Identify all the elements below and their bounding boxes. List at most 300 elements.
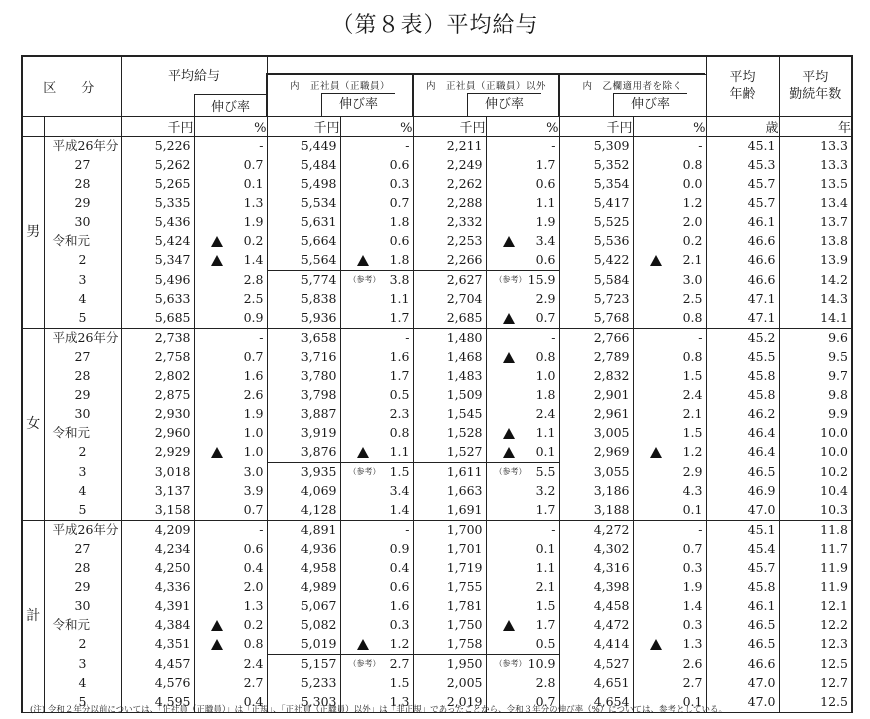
header-divider bbox=[266, 73, 267, 116]
avg-growth bbox=[194, 559, 267, 578]
growth-value: - bbox=[259, 522, 264, 537]
growth-value: 0.1 bbox=[243, 176, 264, 191]
growth-value: 0.9 bbox=[389, 541, 410, 556]
excl-otsu-growth bbox=[633, 136, 706, 156]
year-label: 平成26年分 bbox=[44, 136, 121, 156]
table-row bbox=[22, 348, 852, 367]
excl-otsu-salary: 5,422 bbox=[559, 251, 633, 271]
avg-salary: 3,018 bbox=[121, 462, 194, 482]
year-label: 29 bbox=[74, 387, 91, 402]
avg-salary: 4,209 bbox=[121, 520, 194, 540]
growth-value: 1.5 bbox=[535, 598, 556, 613]
reference-label: （参考） bbox=[348, 274, 381, 284]
year-label: 4 bbox=[78, 483, 87, 498]
table-row bbox=[22, 520, 852, 540]
header-avg-growth: 伸び率 bbox=[194, 94, 267, 116]
non-regular-salary: 1,480 bbox=[413, 328, 486, 348]
growth-value: 0.3 bbox=[682, 560, 703, 575]
avg-growth bbox=[194, 654, 267, 674]
regular-salary: 3,780 bbox=[267, 367, 340, 386]
header-avg-salary: 平均給与 bbox=[121, 56, 267, 94]
growth-value: 0.7 bbox=[535, 310, 556, 325]
year-label: 30 bbox=[74, 214, 91, 229]
excl-otsu-growth bbox=[633, 520, 706, 540]
non-regular-salary: 2,685 bbox=[413, 309, 486, 329]
year-label: 3 bbox=[78, 271, 87, 287]
header-excl-otsu: 内 乙欄適用者を除く bbox=[559, 74, 706, 116]
growth-value: 1.4 bbox=[243, 252, 264, 268]
table-row bbox=[22, 175, 852, 194]
header-excl-otsu-growth: 伸び率 bbox=[613, 93, 687, 116]
year-label: 平成26年分 bbox=[44, 328, 121, 348]
growth-value: 0.2 bbox=[243, 617, 264, 632]
regular-salary: 3,798 bbox=[267, 386, 340, 405]
avg-tenure: 14.1 bbox=[779, 309, 852, 329]
year-label: 5 bbox=[44, 309, 121, 329]
growth-value: 0.7 bbox=[682, 541, 703, 556]
unit-year: 年 bbox=[779, 116, 852, 136]
non-regular-growth bbox=[486, 194, 559, 213]
avg-salary: 2,875 bbox=[121, 386, 194, 405]
excl-otsu-salary: 3,188 bbox=[559, 501, 633, 521]
avg-growth bbox=[194, 348, 267, 367]
avg-tenure: 9.9 bbox=[779, 405, 852, 424]
header-breakdown-spacer bbox=[267, 56, 706, 74]
growth-value: 2.7 bbox=[243, 675, 264, 690]
excl-otsu-growth bbox=[633, 156, 706, 175]
regular-growth bbox=[340, 520, 413, 540]
excl-otsu-growth bbox=[633, 386, 706, 405]
non-regular-growth bbox=[486, 136, 559, 156]
header-category: 区 分 bbox=[22, 56, 121, 116]
regular-growth bbox=[340, 674, 413, 693]
avg-growth bbox=[194, 386, 267, 405]
growth-value: 1.5 bbox=[682, 425, 703, 440]
excl-otsu-salary: 5,525 bbox=[559, 213, 633, 232]
non-regular-growth bbox=[486, 270, 559, 290]
excl-otsu-salary: 4,398 bbox=[559, 578, 633, 597]
avg-tenure: 12.5 bbox=[779, 654, 852, 674]
excl-otsu-salary: 4,414 bbox=[559, 635, 633, 655]
growth-value: 5.5 bbox=[535, 464, 556, 479]
growth-value: 2.9 bbox=[535, 291, 556, 306]
excl-otsu-growth bbox=[633, 443, 706, 463]
avg-growth bbox=[194, 424, 267, 443]
regular-salary: 5,564 bbox=[267, 251, 340, 271]
non-regular-growth bbox=[486, 213, 559, 232]
avg-age: 45.5 bbox=[706, 348, 779, 367]
avg-age: 45.4 bbox=[706, 540, 779, 559]
growth-value: 3.4 bbox=[389, 483, 410, 498]
year-label: 令和元 bbox=[52, 233, 91, 248]
growth-value: 1.2 bbox=[389, 636, 410, 651]
non-regular-salary: 1,468 bbox=[413, 348, 486, 367]
non-regular-growth bbox=[486, 156, 559, 175]
excl-otsu-salary: 5,352 bbox=[559, 156, 633, 175]
avg-age: 46.5 bbox=[706, 462, 779, 482]
year-label: 30 bbox=[74, 598, 91, 613]
avg-tenure: 13.5 bbox=[779, 175, 852, 194]
avg-age: 47.0 bbox=[706, 693, 779, 713]
growth-value: 1.8 bbox=[389, 252, 410, 267]
growth-value: 1.1 bbox=[389, 444, 410, 459]
avg-tenure: 10.0 bbox=[779, 443, 852, 463]
non-regular-salary: 1,755 bbox=[413, 578, 486, 597]
growth-value: 1.9 bbox=[243, 406, 264, 421]
table-row bbox=[22, 635, 852, 655]
growth-value: - bbox=[551, 138, 556, 153]
avg-tenure: 10.3 bbox=[779, 501, 852, 521]
growth-value: 3.0 bbox=[682, 271, 703, 287]
growth-value: 0.4 bbox=[243, 694, 264, 709]
table-row bbox=[22, 386, 852, 405]
regular-growth bbox=[340, 348, 413, 367]
regular-growth bbox=[340, 136, 413, 156]
avg-salary: 4,391 bbox=[121, 597, 194, 616]
avg-age: 46.9 bbox=[706, 482, 779, 501]
non-regular-salary: 1,527 bbox=[413, 443, 486, 463]
excl-otsu-growth bbox=[633, 597, 706, 616]
table-row bbox=[22, 616, 852, 635]
non-regular-growth bbox=[486, 578, 559, 597]
negative-triangle-icon bbox=[211, 447, 223, 458]
header-non-regular-growth: 伸び率 bbox=[467, 93, 541, 116]
table-row bbox=[22, 443, 852, 463]
year-label: 2 bbox=[78, 636, 87, 652]
avg-salary: 5,335 bbox=[121, 194, 194, 213]
avg-age: 47.0 bbox=[706, 501, 779, 521]
negative-triangle-icon bbox=[211, 236, 223, 247]
growth-value: 1.0 bbox=[535, 368, 556, 383]
growth-value: 4.3 bbox=[682, 483, 703, 498]
growth-value: 3.8 bbox=[389, 272, 410, 287]
avg-salary: 5,347 bbox=[121, 251, 194, 271]
year-label: 29 bbox=[74, 579, 91, 594]
avg-growth bbox=[194, 443, 267, 463]
non-regular-salary: 1,691 bbox=[413, 501, 486, 521]
regular-growth bbox=[340, 559, 413, 578]
year-label: 3 bbox=[78, 655, 87, 671]
regular-salary: 5,936 bbox=[267, 309, 340, 329]
avg-growth bbox=[194, 520, 267, 540]
growth-value: 0.1 bbox=[535, 541, 556, 556]
growth-value: 0.3 bbox=[682, 617, 703, 632]
excl-otsu-growth bbox=[633, 674, 706, 693]
avg-growth bbox=[194, 597, 267, 616]
regular-salary: 5,534 bbox=[267, 194, 340, 213]
non-regular-salary: 1,663 bbox=[413, 482, 486, 501]
growth-value: 2.9 bbox=[682, 463, 703, 479]
growth-value: 0.7 bbox=[243, 157, 264, 172]
avg-growth bbox=[194, 635, 267, 655]
excl-otsu-growth bbox=[633, 654, 706, 674]
growth-value: 0.0 bbox=[682, 176, 703, 191]
avg-age: 47.1 bbox=[706, 309, 779, 329]
growth-value: 1.5 bbox=[389, 464, 410, 479]
growth-value: 1.4 bbox=[682, 598, 703, 613]
regular-salary: 4,989 bbox=[267, 578, 340, 597]
avg-tenure: 9.7 bbox=[779, 367, 852, 386]
table-row bbox=[22, 482, 852, 501]
regular-growth bbox=[340, 194, 413, 213]
regular-growth bbox=[340, 540, 413, 559]
avg-tenure: 11.9 bbox=[779, 559, 852, 578]
non-regular-growth bbox=[486, 674, 559, 693]
non-regular-salary: 2,262 bbox=[413, 175, 486, 194]
regular-salary: 5,067 bbox=[267, 597, 340, 616]
growth-value: 0.7 bbox=[243, 349, 264, 364]
regular-salary: 4,958 bbox=[267, 559, 340, 578]
table-row bbox=[22, 462, 852, 482]
excl-otsu-growth bbox=[633, 559, 706, 578]
excl-otsu-salary: 4,654 bbox=[559, 693, 633, 713]
negative-triangle-icon bbox=[357, 255, 369, 266]
growth-value: 1.0 bbox=[243, 444, 264, 460]
non-regular-salary: 1,509 bbox=[413, 386, 486, 405]
reference-label: （参考） bbox=[494, 274, 527, 284]
growth-value: 1.7 bbox=[535, 502, 556, 517]
growth-value: 1.6 bbox=[389, 598, 410, 613]
reference-label: （参考） bbox=[494, 658, 527, 668]
avg-growth bbox=[194, 501, 267, 521]
non-regular-salary: 1,701 bbox=[413, 540, 486, 559]
year-label: 30 bbox=[74, 406, 91, 421]
excl-otsu-salary: 2,969 bbox=[559, 443, 633, 463]
avg-growth bbox=[194, 616, 267, 635]
growth-value: 2.7 bbox=[682, 675, 703, 690]
non-regular-growth bbox=[486, 635, 559, 655]
regular-growth bbox=[340, 597, 413, 616]
avg-age: 45.2 bbox=[706, 328, 779, 348]
unit-pct: % bbox=[633, 116, 706, 136]
non-regular-salary: 1,781 bbox=[413, 597, 486, 616]
non-regular-salary: 2,019 bbox=[413, 693, 486, 713]
avg-tenure: 10.2 bbox=[779, 462, 852, 482]
non-regular-growth bbox=[486, 290, 559, 309]
non-regular-salary: 2,253 bbox=[413, 232, 486, 251]
growth-value: 2.5 bbox=[682, 291, 703, 306]
excl-otsu-salary: 5,354 bbox=[559, 175, 633, 194]
excl-otsu-growth bbox=[633, 367, 706, 386]
regular-growth bbox=[340, 462, 413, 482]
growth-value: 2.4 bbox=[682, 387, 703, 402]
regular-salary: 3,935 bbox=[267, 462, 340, 482]
excl-otsu-growth bbox=[633, 232, 706, 251]
growth-value: - bbox=[551, 522, 556, 537]
growth-value: 1.7 bbox=[389, 310, 410, 325]
negative-triangle-icon bbox=[503, 236, 515, 247]
non-regular-salary: 1,700 bbox=[413, 520, 486, 540]
growth-value: 0.8 bbox=[389, 425, 410, 440]
unit-yen: 千円 bbox=[413, 116, 486, 136]
growth-value: 2.8 bbox=[243, 271, 264, 287]
negative-triangle-icon bbox=[211, 255, 223, 266]
growth-value: 0.1 bbox=[535, 444, 556, 459]
avg-growth bbox=[194, 578, 267, 597]
avg-age: 47.0 bbox=[706, 674, 779, 693]
excl-otsu-growth bbox=[633, 328, 706, 348]
year-label: 28 bbox=[74, 176, 91, 191]
negative-triangle-icon bbox=[503, 447, 515, 458]
excl-otsu-growth bbox=[633, 194, 706, 213]
avg-growth bbox=[194, 309, 267, 329]
avg-tenure: 9.5 bbox=[779, 348, 852, 367]
regular-salary: 5,449 bbox=[267, 136, 340, 156]
excl-otsu-growth bbox=[633, 482, 706, 501]
negative-triangle-icon bbox=[503, 352, 515, 363]
growth-value: 1.9 bbox=[682, 579, 703, 594]
excl-otsu-salary: 5,417 bbox=[559, 194, 633, 213]
avg-tenure: 13.9 bbox=[779, 251, 852, 271]
avg-salary: 2,758 bbox=[121, 348, 194, 367]
table-row bbox=[22, 540, 852, 559]
regular-growth bbox=[340, 156, 413, 175]
regular-growth bbox=[340, 367, 413, 386]
growth-value: 1.0 bbox=[243, 425, 264, 440]
regular-growth bbox=[340, 175, 413, 194]
avg-tenure: 13.7 bbox=[779, 213, 852, 232]
table-row bbox=[22, 597, 852, 616]
avg-growth bbox=[194, 136, 267, 156]
growth-value: 0.1 bbox=[682, 502, 703, 517]
avg-age: 46.4 bbox=[706, 443, 779, 463]
group-label: 男 bbox=[22, 136, 44, 328]
avg-age: 45.7 bbox=[706, 194, 779, 213]
avg-tenure: 12.1 bbox=[779, 597, 852, 616]
growth-value: 0.8 bbox=[682, 157, 703, 172]
growth-value: 0.6 bbox=[389, 233, 410, 248]
regular-salary: 5,019 bbox=[267, 635, 340, 655]
growth-value: 0.2 bbox=[243, 233, 264, 248]
regular-salary: 4,069 bbox=[267, 482, 340, 501]
growth-value: 0.3 bbox=[389, 176, 410, 191]
avg-age: 46.1 bbox=[706, 213, 779, 232]
growth-value: 1.4 bbox=[389, 502, 410, 517]
avg-salary: 4,457 bbox=[121, 654, 194, 674]
non-regular-salary: 2,266 bbox=[413, 251, 486, 271]
avg-salary: 2,802 bbox=[121, 367, 194, 386]
avg-tenure: 9.8 bbox=[779, 386, 852, 405]
excl-otsu-growth bbox=[633, 501, 706, 521]
regular-growth bbox=[340, 443, 413, 463]
non-regular-growth bbox=[486, 424, 559, 443]
non-regular-salary: 1,545 bbox=[413, 405, 486, 424]
excl-otsu-growth bbox=[633, 251, 706, 271]
avg-tenure: 14.2 bbox=[779, 270, 852, 290]
non-regular-salary: 2,288 bbox=[413, 194, 486, 213]
growth-value: 0.7 bbox=[243, 502, 264, 517]
growth-value: 1.1 bbox=[535, 560, 556, 575]
table-row bbox=[22, 367, 852, 386]
growth-value: 2.7 bbox=[389, 656, 410, 671]
avg-tenure: 12.2 bbox=[779, 616, 852, 635]
year-label: 28 bbox=[74, 560, 91, 575]
growth-value: 1.9 bbox=[535, 214, 556, 229]
growth-value: 2.4 bbox=[243, 655, 264, 671]
growth-value: 0.3 bbox=[389, 617, 410, 632]
regular-growth bbox=[340, 616, 413, 635]
table-row bbox=[22, 328, 852, 348]
year-label: 令和元 bbox=[52, 425, 91, 440]
growth-value: 1.3 bbox=[682, 636, 703, 652]
negative-triangle-icon bbox=[503, 313, 515, 324]
group-0 bbox=[22, 136, 852, 328]
excl-otsu-salary: 3,186 bbox=[559, 482, 633, 501]
table-row bbox=[22, 578, 852, 597]
regular-salary: 3,887 bbox=[267, 405, 340, 424]
non-regular-growth bbox=[486, 616, 559, 635]
growth-value: 2.0 bbox=[243, 579, 264, 594]
growth-value: 2.1 bbox=[535, 579, 556, 594]
regular-salary: 5,838 bbox=[267, 290, 340, 309]
avg-age: 47.1 bbox=[706, 290, 779, 309]
excl-otsu-growth bbox=[633, 424, 706, 443]
excl-otsu-growth bbox=[633, 290, 706, 309]
avg-growth bbox=[194, 540, 267, 559]
growth-value: - bbox=[551, 330, 556, 345]
avg-tenure: 14.3 bbox=[779, 290, 852, 309]
non-regular-growth bbox=[486, 462, 559, 482]
regular-salary: 5,774 bbox=[267, 270, 340, 290]
non-regular-growth bbox=[486, 386, 559, 405]
excl-otsu-growth bbox=[633, 462, 706, 482]
excl-otsu-growth bbox=[633, 175, 706, 194]
non-regular-salary: 2,627 bbox=[413, 270, 486, 290]
negative-triangle-icon bbox=[211, 620, 223, 631]
units-blank bbox=[44, 116, 121, 136]
growth-value: 2.6 bbox=[243, 387, 264, 402]
avg-tenure: 12.7 bbox=[779, 674, 852, 693]
table-row bbox=[22, 194, 852, 213]
growth-value: 0.8 bbox=[682, 349, 703, 364]
growth-value: - bbox=[259, 330, 264, 345]
reference-label: （参考） bbox=[494, 466, 527, 476]
growth-value: 0.6 bbox=[389, 157, 410, 172]
year-label: 27 bbox=[74, 157, 91, 172]
regular-salary: 5,233 bbox=[267, 674, 340, 693]
header-divider bbox=[266, 73, 705, 74]
excl-otsu-growth bbox=[633, 348, 706, 367]
table-row bbox=[22, 501, 852, 521]
avg-salary: 5,226 bbox=[121, 136, 194, 156]
avg-growth bbox=[194, 674, 267, 693]
year-label: 平成26年分 bbox=[44, 520, 121, 540]
non-regular-growth bbox=[486, 654, 559, 674]
growth-value: - bbox=[698, 138, 703, 153]
non-regular-salary: 1,719 bbox=[413, 559, 486, 578]
excl-otsu-salary: 3,005 bbox=[559, 424, 633, 443]
avg-tenure: 13.4 bbox=[779, 194, 852, 213]
avg-growth bbox=[194, 290, 267, 309]
table-row bbox=[22, 654, 852, 674]
non-regular-salary: 1,750 bbox=[413, 616, 486, 635]
avg-salary: 2,960 bbox=[121, 424, 194, 443]
avg-tenure: 12.5 bbox=[779, 693, 852, 713]
non-regular-growth bbox=[486, 520, 559, 540]
excl-otsu-salary: 5,768 bbox=[559, 309, 633, 329]
growth-value: 1.6 bbox=[389, 349, 410, 364]
non-regular-salary: 1,950 bbox=[413, 654, 486, 674]
excl-otsu-salary: 2,961 bbox=[559, 405, 633, 424]
regular-growth bbox=[340, 213, 413, 232]
table-row bbox=[22, 136, 852, 156]
avg-salary: 4,595 bbox=[121, 693, 194, 713]
regular-growth bbox=[340, 386, 413, 405]
non-regular-salary: 2,249 bbox=[413, 156, 486, 175]
table-row bbox=[22, 232, 852, 251]
non-regular-growth bbox=[486, 251, 559, 271]
regular-growth bbox=[340, 232, 413, 251]
